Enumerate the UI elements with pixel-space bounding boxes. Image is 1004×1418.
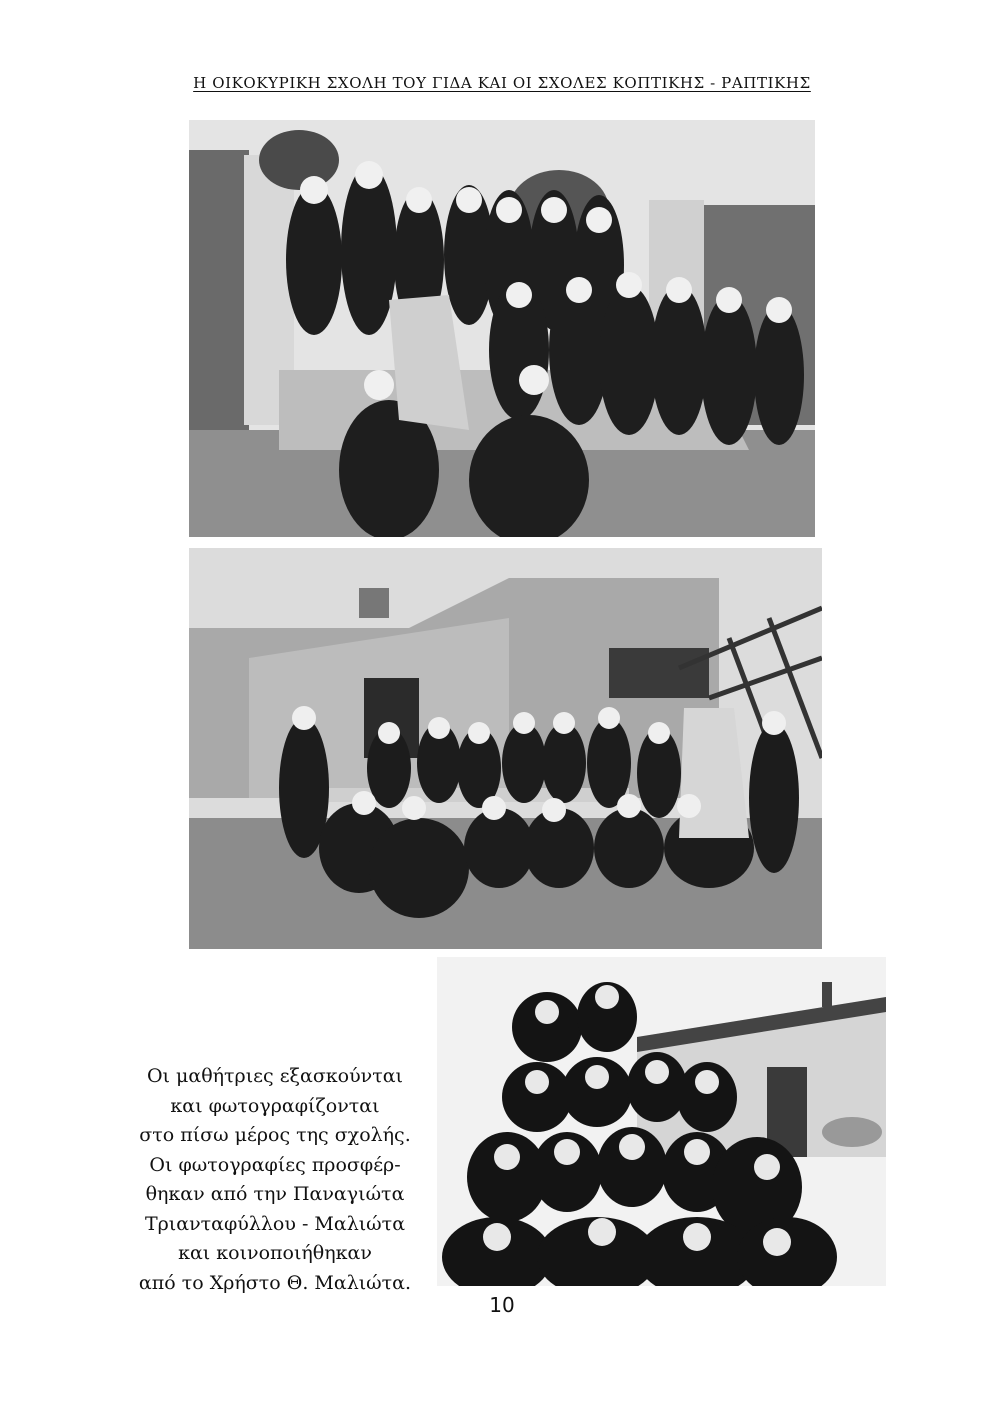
caption-line: Τριανταφύλλου - Μαλιώτα [144,1212,406,1235]
photo-students-on-wall [189,120,815,537]
caption-line: Οι φωτογραφίες προσφέρ- [149,1153,401,1176]
page-header: Η ΟΙΚΟΚΥΡΙΚΗ ΣΧΟΛΗ ΤΟΥ ΓΙΔΑ ΚΑΙ ΟΙ ΣΧΟΛΕΣ ΚΟΠΤΙΚΗΣ - ΡΑΠΤΙΚΗΣ [193,74,811,92]
caption-line: στο πίσω μέρος της σχολής. [139,1124,411,1146]
caption-line: Οι μαθήτριες εξασκούνται [146,1065,404,1087]
caption-line: και κοινοποιήθηκαν [178,1242,372,1264]
page-number: 10 [489,1293,515,1317]
caption-line: από το Χρήστο Θ. Μαλιώτα. [138,1271,412,1294]
caption-line: θηκαν από την Παναγιώτα [145,1183,405,1205]
photo-students-group-pose [437,957,886,1286]
photo-students-in-yard [189,548,822,949]
photo-caption [110,1062,440,1298]
caption-line: και φωτογραφίζονται [170,1094,380,1117]
